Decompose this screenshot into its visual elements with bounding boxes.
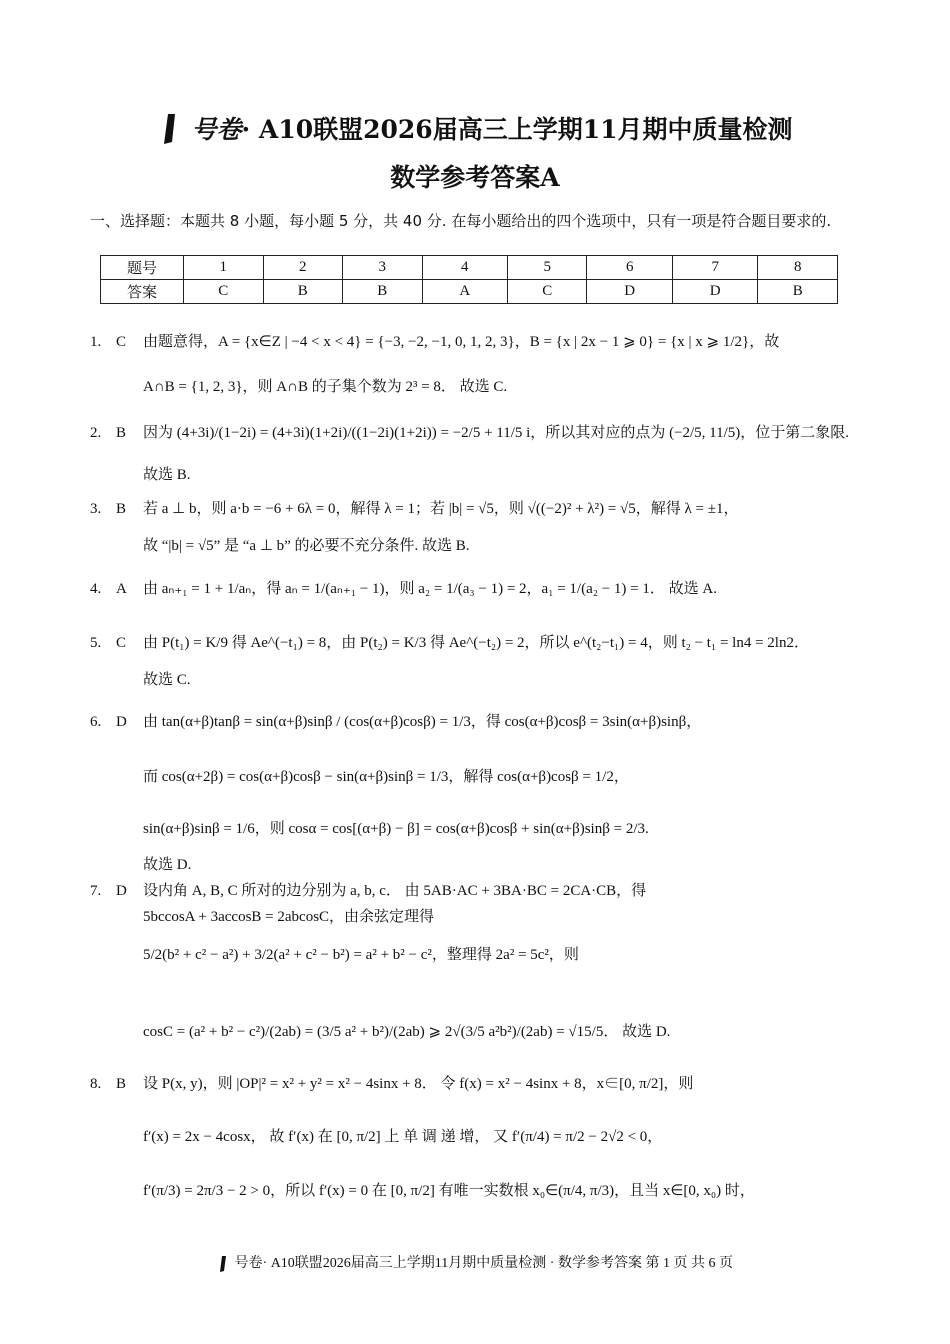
question-answer: C — [116, 334, 127, 350]
table-cell: C — [507, 280, 587, 304]
solution-line: 设 P(x, y)，则 |OP|² = x² + y² = x² − 4sinx + 8． 令 f(x) = x² − 4sinx + 8，x∈[0, π/2]，则 — [143, 1076, 694, 1092]
table-cell: B — [263, 280, 343, 304]
title-line1: · A10联盟2026届高三上学期11月期中质量检测 — [241, 115, 793, 144]
question-answer: B — [116, 1076, 127, 1092]
table-cell: B — [343, 280, 423, 304]
question-answer: C — [116, 635, 127, 651]
question-answer: B — [116, 501, 127, 517]
footer-text: 号卷· A10联盟2026届高三上学期11月期中质量检测 · 数学参考答案 第 1 页 共 6 页 — [234, 1256, 733, 1271]
table-cell: C — [184, 280, 264, 304]
solution-line: 由题意得，A = {x∈Z | −4 < x < 4} = {−3, −2, −1, 0, 1, 2, 3}，B = {x | 2x − 1 ⩾ 0} = {x | x ⩾ 1/2}，故 — [143, 334, 780, 350]
question-number: 7. — [90, 883, 102, 899]
brush-logo-icon — [217, 1255, 231, 1273]
question-answer: D — [116, 714, 127, 730]
solution-line: 故选 B. — [143, 467, 191, 483]
table-cell: 3 — [343, 256, 423, 280]
table-row — [101, 256, 838, 280]
table-cell: B — [758, 280, 838, 304]
solution-line: 5bccosA + 3accosB = 2abcosC，由余弦定理得 — [143, 909, 435, 925]
logo-text: 号卷 — [191, 115, 242, 144]
table-cell: A — [422, 280, 507, 304]
question-number: 5. — [90, 635, 102, 651]
solution-line: sin(α+β)sinβ = 1/6，则 cosα = cos[(α+β) − β] = cos(α+β)cosβ + sin(α+β)sinβ = 2/3. — [143, 821, 649, 837]
solution-line: 5/2(b² + c² − a²) + 3/2(a² + c² − b²) = a² + b² − c²，整理得 2a² = 5c²，则 — [143, 947, 579, 963]
logo — [158, 112, 186, 152]
solution-line: 由 tan(α+β)tanβ = sin(α+β)sinβ / (cos(α+β)cosβ) = 1/3，得 cos(α+β)cosβ = 3sin(α+β)sinβ， — [143, 714, 702, 730]
answer-table — [100, 255, 838, 304]
table-cell: 4 — [422, 256, 507, 280]
question-number: 2. — [90, 425, 102, 441]
solution-line: 而 cos(α+2β) = cos(α+β)cosβ − sin(α+β)sinβ = 1/3，解得 cos(α+β)cosβ = 1/2， — [143, 769, 629, 785]
page-footer — [0, 1252, 950, 1273]
solution-line: 因为 (4+3i)/(1−2i) = (4+3i)(1+2i)/((1−2i)(1+2i)) = −2/5 + 11/5 i，所以其对应的点为 (−2/5, 11/5)，位于第二象限. — [143, 425, 850, 441]
table-cell: D — [587, 280, 672, 304]
question-number: 8. — [90, 1076, 102, 1092]
table-cell: 7 — [672, 256, 757, 280]
solution-line: 由 aₙ₊₁ = 1 + 1/aₙ，得 aₙ = 1/(aₙ₊₁ − 1)，则 a₂ = 1/(a₃ − 1) = 2，a₁ = 1/(a₂ − 1) = 1． 故选 A. — [143, 581, 717, 597]
table-header-cell: 题号 — [101, 256, 184, 280]
table-cell: D — [672, 280, 757, 304]
solution-line: 故选 D. — [143, 857, 192, 873]
solution-line: cosC = (a² + b² − c²)/(2ab) = (3/5 a² + b²)/(2ab) ⩾ 2√(3/5 a²b²)/(2ab) = √15/5． 故选 D. — [143, 1024, 671, 1040]
solution-line: 故 “|b| = √5” 是 “a ⊥ b” 的必要不充分条件. 故选 B. — [143, 538, 470, 554]
table-cell: 6 — [587, 256, 672, 280]
table-row — [101, 280, 838, 304]
page-title — [0, 110, 950, 152]
solution-line: 故选 C. — [143, 672, 191, 688]
solution-line: f′(π/3) = 2π/3 − 2 > 0，所以 f′(x) = 0 在 [0, π/2] 有唯一实数根 x₀∈(π/4, π/3)，且当 x∈[0, x₀) 时， — [143, 1183, 755, 1199]
solution-line: A∩B = {1, 2, 3}，则 A∩B 的子集个数为 2³ = 8． 故选 C. — [143, 379, 508, 395]
question-number: 3. — [90, 501, 102, 517]
question-answer: D — [116, 883, 127, 899]
question-answer: A — [116, 581, 127, 597]
table-cell: 5 — [507, 256, 587, 280]
table-cell: 8 — [758, 256, 838, 280]
table-cell: 2 — [263, 256, 343, 280]
question-number: 1. — [90, 334, 102, 350]
solution-line: 设内角 A, B, C 所对的边分别为 a, b, c． 由 5AB·AC + 3BA·BC = 2CA·CB，得 — [143, 883, 647, 899]
solution-line: f′(x) = 2x − 4cosx， 故 f′(x) 在 [0, π/2] 上 单 调 递 增， 又 f′(π/4) = π/2 − 2√2 < 0， — [143, 1129, 663, 1145]
brush-logo-icon — [158, 112, 186, 146]
solution-line: 若 a ⊥ b，则 a·b = −6 + 6λ = 0，解得 λ = 1；若 |b| = √5，则 √((−2)² + λ²) = √5，解得 λ = ±1， — [143, 501, 739, 517]
question-answer: B — [116, 425, 127, 441]
table-cell: 1 — [184, 256, 264, 280]
section-instruction: 一、选择题：本题共 8 小题，每小题 5 分，共 40 分. 在每小题给出的四个选项中，只有一项是符合题目要求的. — [90, 212, 832, 230]
question-number: 4. — [90, 581, 102, 597]
page-subtitle: 数学参考答案A — [390, 163, 560, 192]
table-header-cell: 答案 — [101, 280, 184, 304]
question-number: 6. — [90, 714, 102, 730]
solution-line: 由 P(t₁) = K/9 得 Ae^(−t₁) = 8，由 P(t₂) = K/3 得 Ae^(−t₂) = 2，所以 e^(t₂−t₁) = 4，则 t₂ − t₁ = ln4 = 2ln2． — [143, 635, 809, 651]
